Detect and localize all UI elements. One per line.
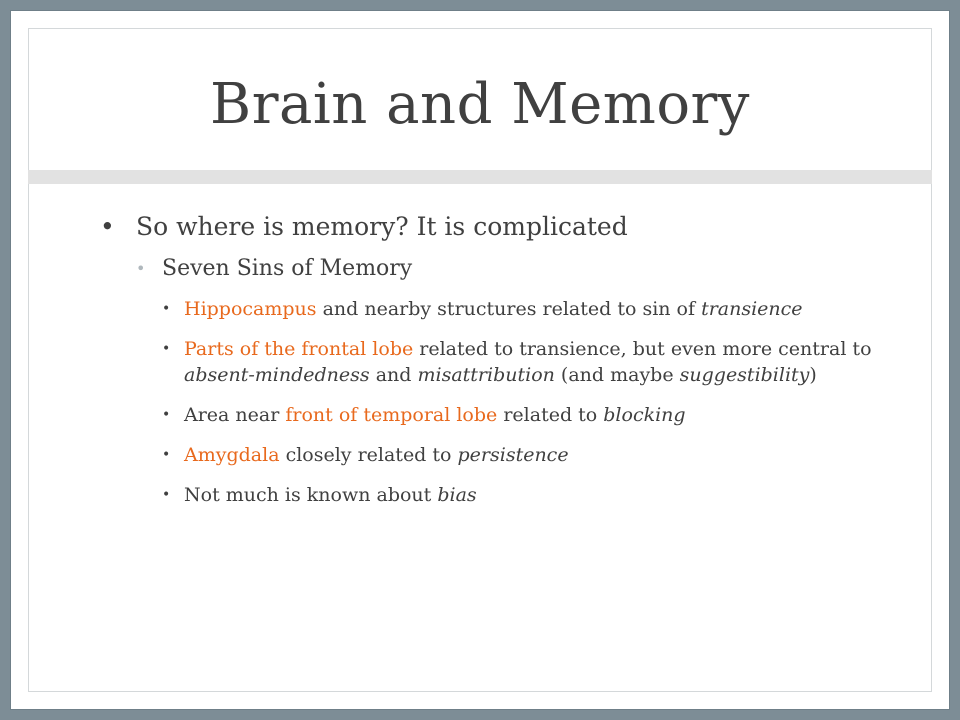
bullet-dot-icon: • [162,341,171,357]
emphasis-term: suggestibility [679,364,810,386]
bullet-text: and [369,364,418,386]
emphasis-term: persistence [457,444,569,466]
bullet-dot-icon: • [162,447,171,463]
highlight-term: Parts of the frontal lobe [184,338,414,360]
emphasis-term: blocking [603,404,686,426]
bullet-dot-icon: • [136,259,146,278]
bullet-text: related to transience, but even more central to [413,338,872,360]
bullet-text: and nearby structures related to sin of [316,298,702,320]
bullet-dot-icon: • [162,487,171,503]
bullet-text: So where is memory? It is complicated [136,212,628,241]
highlight-term: Amygdala [184,444,280,466]
bullet-text: closely related to [279,444,458,466]
bullet-text: Not much is known about [184,484,438,506]
bullet-text: related to [497,404,604,426]
slide-body [100,210,890,522]
emphasis-term: absent-mindedness [184,364,370,386]
emphasis-term: bias [437,484,477,506]
bullet-hippocampus [162,296,890,322]
bullet-level1 [100,210,890,244]
highlight-term: Hippocampus [184,298,317,320]
bullet-dot-icon: • [162,407,171,423]
bullet-text: ) [809,364,817,386]
bullet-temporal-lobe [162,402,890,428]
bullet-bias [162,482,890,508]
slide-title: Brain and Memory [210,72,750,137]
bullet-dot-icon: • [162,301,171,317]
highlight-term: front of temporal lobe [285,404,498,426]
bullet-text: Area near [184,404,286,426]
bullet-level2 [136,254,890,284]
bullet-amygdala [162,442,890,468]
title-divider [28,170,932,184]
bullet-text: Seven Sins of Memory [162,256,413,281]
bullet-text: (and maybe [554,364,680,386]
emphasis-term: transience [701,298,803,320]
bullet-dot-icon: • [100,212,115,241]
emphasis-term: misattribution [417,364,555,386]
slide-frame [10,10,950,710]
bullet-frontal-lobe [162,336,890,388]
